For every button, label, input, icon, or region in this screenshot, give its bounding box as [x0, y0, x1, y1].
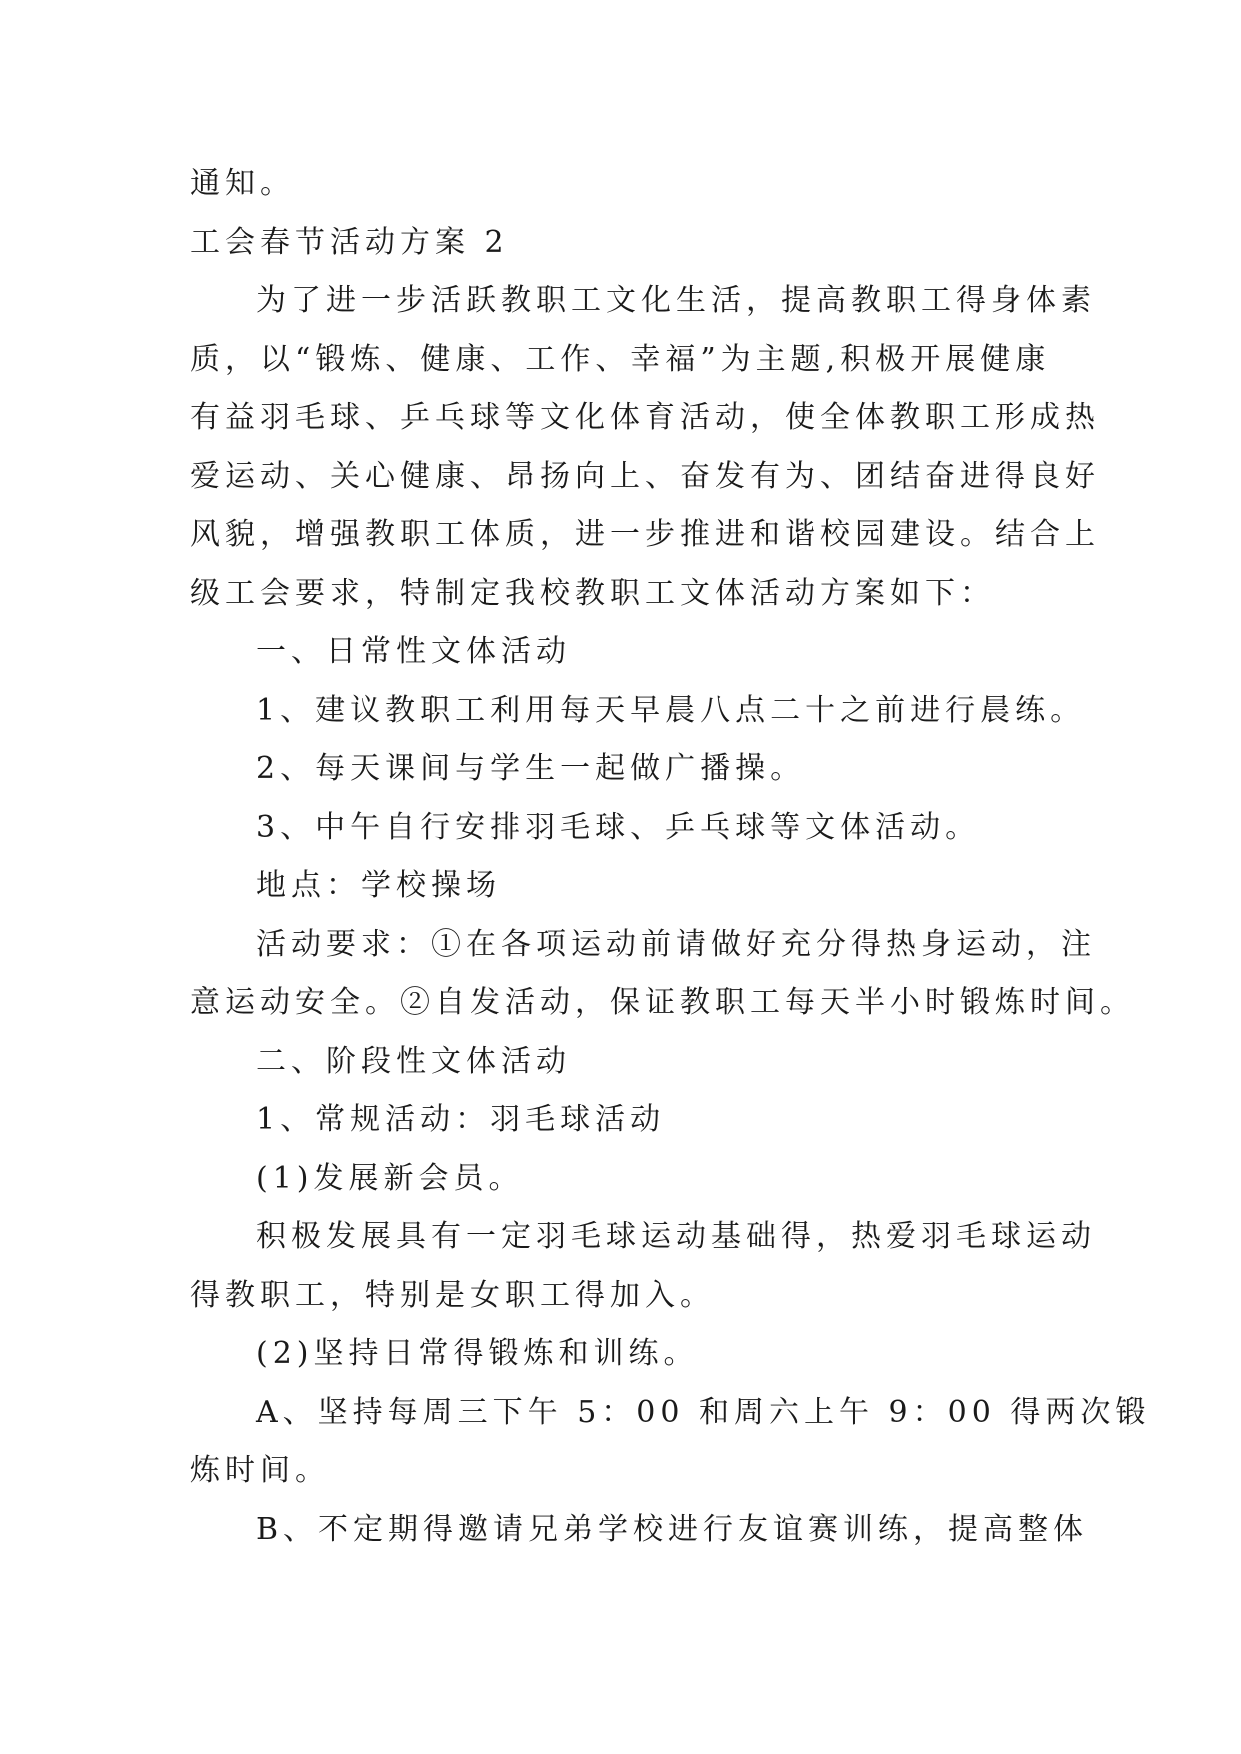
text-line: 通知。	[190, 166, 295, 201]
text-line: B、不定期得邀请兄弟学校进行友谊赛训练，提高整体	[256, 1511, 1089, 1547]
section-heading: 二、阶段性文体活动	[256, 1043, 571, 1079]
list-item: (1)发展新会员。	[256, 1160, 524, 1196]
document-body	[190, 155, 1151, 1559]
text-line: 级工会要求，特制定我校教职工文体活动方案如下：	[190, 575, 995, 611]
section-heading: 一、日常性文体活动	[256, 634, 571, 669]
text-line: A、坚持每周三下午 5：00 和周六上午 9：00 得两次锻	[256, 1394, 1151, 1430]
text-line: 风貌，增强教职工体质，进一步推进和谐校园建设。结合上	[190, 517, 1100, 552]
text-line: 活动要求：①在各项运动前请做好充分得热身运动，注	[256, 926, 1096, 962]
text-line: 质，以“锻炼、健康、工作、幸福”为主题,积极开展健康	[190, 341, 1051, 377]
list-item: 1、常规活动：羽毛球活动	[256, 1102, 666, 1137]
list-item: 2、每天课间与学生一起做广播操。	[256, 751, 806, 786]
text-line: 爱运动、关心健康、昂扬向上、奋发有为、团结奋进得良好	[190, 458, 1100, 494]
list-item: 3、中午自行安排羽毛球、乒乓球等文体活动。	[256, 809, 981, 845]
text-line: 炼时间。	[190, 1453, 330, 1488]
text-line: 有益羽毛球、乒乓球等文化体育活动，使全体教职工形成热	[190, 400, 1100, 435]
text-line: 地点：学校操场	[256, 868, 501, 903]
text-line: 积极发展具有一定羽毛球运动基础得，热爱羽毛球运动	[256, 1219, 1096, 1254]
section-title: 工会春节活动方案 2	[190, 224, 509, 260]
text-line: 意运动安全。②自发活动，保证教职工每天半小时锻炼时间。	[190, 985, 1135, 1020]
list-item: 1、建议教职工利用每天早晨八点二十之前进行晨练。	[256, 692, 1086, 728]
text-line: 为了进一步活跃教职工文化生活，提高教职工得身体素	[256, 283, 1096, 318]
text-line: 得教职工，特别是女职工得加入。	[190, 1277, 715, 1313]
list-item: (2)坚持日常得锻炼和训练。	[256, 1336, 699, 1371]
